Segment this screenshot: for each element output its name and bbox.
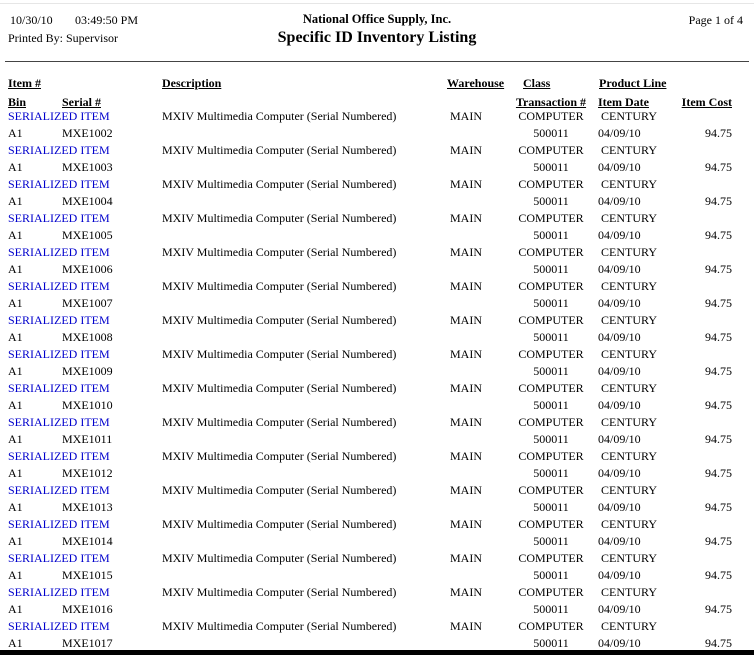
column-header-product-line: Product Line [599,76,667,90]
class-value: COMPUTER [518,585,584,599]
transaction-number: 500011 [533,160,569,174]
item-number-link[interactable]: SERIALIZED ITEM [8,517,110,531]
product-line-value: CENTURY [601,517,658,531]
product-line-value: CENTURY [601,279,658,293]
transaction-number: 500011 [533,296,569,310]
item-cost-value: 94.75 [705,398,732,412]
class-value: COMPUTER [518,551,584,565]
bin-value: A1 [8,500,23,514]
class-value: COMPUTER [518,449,584,463]
warehouse-value: MAIN [450,449,482,463]
transaction-number: 500011 [533,364,569,378]
inventory-record [0,551,754,585]
transaction-number: 500011 [533,126,569,140]
item-cost-value: 94.75 [705,534,732,548]
product-line-value: CENTURY [601,143,658,157]
bin-value: A1 [8,126,23,140]
item-date-value: 04/09/10 [598,126,641,140]
serial-number: MXE1005 [62,228,113,242]
item-number-link[interactable]: SERIALIZED ITEM [8,245,110,259]
column-header-description: Description [162,76,222,90]
item-cost-value: 94.75 [705,432,732,446]
warehouse-value: MAIN [450,313,482,327]
printed-by-label: Printed By: Supervisor [8,31,118,45]
item-number-link[interactable]: SERIALIZED ITEM [8,279,110,293]
class-value: COMPUTER [518,619,584,633]
item-date-value: 04/09/10 [598,194,641,208]
item-number-link[interactable]: SERIALIZED ITEM [8,211,110,225]
transaction-number: 500011 [533,194,569,208]
report-date: 10/30/10 [10,13,53,27]
bin-value: A1 [8,466,23,480]
item-date-value: 04/09/10 [598,534,641,548]
inventory-record [0,347,754,381]
item-number-link[interactable]: SERIALIZED ITEM [8,585,110,599]
item-description: MXIV Multimedia Computer (Serial Numbered) [162,449,397,463]
warehouse-value: MAIN [450,415,482,429]
warehouse-value: MAIN [450,551,482,565]
item-date-value: 04/09/10 [598,500,641,514]
class-value: COMPUTER [518,517,584,531]
inventory-record [0,619,754,653]
item-date-value: 04/09/10 [598,296,641,310]
class-value: COMPUTER [518,279,584,293]
bin-value: A1 [8,160,23,174]
column-header-item-cost: Item Cost [681,95,732,109]
item-cost-value: 94.75 [705,364,732,378]
item-description: MXIV Multimedia Computer (Serial Numbered) [162,415,397,429]
item-number-link[interactable]: SERIALIZED ITEM [8,415,110,429]
product-line-value: CENTURY [601,619,658,633]
inventory-record [0,517,754,551]
item-date-value: 04/09/10 [598,466,641,480]
item-description: MXIV Multimedia Computer (Serial Numbered) [162,347,397,361]
class-value: COMPUTER [518,211,584,225]
warehouse-value: MAIN [450,143,482,157]
header-divider-rule [5,61,749,62]
inventory-record [0,483,754,517]
warehouse-value: MAIN [450,211,482,225]
product-line-value: CENTURY [601,585,658,599]
item-description: MXIV Multimedia Computer (Serial Numbered) [162,245,397,259]
item-cost-value: 94.75 [705,330,732,344]
item-description: MXIV Multimedia Computer (Serial Numbered) [162,143,397,157]
report-title: Specific ID Inventory Listing [277,29,477,46]
bin-value: A1 [8,534,23,548]
warehouse-value: MAIN [450,619,482,633]
item-date-value: 04/09/10 [598,568,641,582]
warehouse-value: MAIN [450,109,482,123]
item-cost-value: 94.75 [705,296,732,310]
transaction-number: 500011 [533,466,569,480]
inventory-record [0,585,754,619]
item-cost-value: 94.75 [705,568,732,582]
item-date-value: 04/09/10 [598,432,641,446]
item-date-value: 04/09/10 [598,364,641,378]
warehouse-value: MAIN [450,245,482,259]
bin-value: A1 [8,262,23,276]
bin-value: A1 [8,602,23,616]
item-cost-value: 94.75 [705,228,732,242]
item-cost-value: 94.75 [705,466,732,480]
transaction-number: 500011 [533,330,569,344]
serial-number: MXE1015 [62,568,113,582]
warehouse-value: MAIN [450,585,482,599]
item-cost-value: 94.75 [705,194,732,208]
item-number-link[interactable]: SERIALIZED ITEM [8,313,110,327]
product-line-value: CENTURY [601,211,658,225]
class-value: COMPUTER [518,109,584,123]
column-header-item-number: Item # [8,76,41,90]
warehouse-value: MAIN [450,517,482,531]
column-header-class: Class [523,76,551,90]
serial-number: MXE1012 [62,466,113,480]
class-value: COMPUTER [518,483,584,497]
product-line-value: CENTURY [601,483,658,497]
page-top-edge [0,3,754,4]
item-description: MXIV Multimedia Computer (Serial Numbered) [162,551,397,565]
item-date-value: 04/09/10 [598,398,641,412]
item-description: MXIV Multimedia Computer (Serial Numbered) [162,381,397,395]
item-description: MXIV Multimedia Computer (Serial Numbered) [162,517,397,531]
product-line-value: CENTURY [601,245,658,259]
product-line-value: CENTURY [601,415,658,429]
transaction-number: 500011 [533,534,569,548]
bin-value: A1 [8,432,23,446]
warehouse-value: MAIN [450,279,482,293]
item-number-link[interactable]: SERIALIZED ITEM [8,619,110,633]
inventory-record [0,177,754,211]
bin-value: A1 [8,568,23,582]
serial-number: MXE1006 [62,262,113,276]
column-header-warehouse: Warehouse [447,76,505,90]
product-line-value: CENTURY [601,381,658,395]
transaction-number: 500011 [533,262,569,276]
item-date-value: 04/09/10 [598,262,641,276]
serial-number: MXE1011 [62,432,113,446]
product-line-value: CENTURY [601,347,658,361]
item-number-link[interactable]: SERIALIZED ITEM [8,551,110,565]
warehouse-value: MAIN [450,483,482,497]
bin-value: A1 [8,228,23,242]
item-number-link[interactable]: SERIALIZED ITEM [8,381,110,395]
serial-number: MXE1008 [62,330,113,344]
serial-number: MXE1014 [62,534,113,548]
inventory-record [0,381,754,415]
item-cost-value: 94.75 [705,636,732,650]
item-number-link[interactable]: SERIALIZED ITEM [8,483,110,497]
product-line-value: CENTURY [601,313,658,327]
item-number-link[interactable]: SERIALIZED ITEM [8,177,110,191]
item-number-link[interactable]: SERIALIZED ITEM [8,449,110,463]
page-bottom-bar [0,650,754,655]
transaction-number: 500011 [533,602,569,616]
column-header-item-date: Item Date [598,95,649,109]
company-name: National Office Supply, Inc. [302,12,452,26]
inventory-record [0,109,754,143]
inventory-record [0,211,754,245]
transaction-number: 500011 [533,636,569,650]
bin-value: A1 [8,636,23,650]
item-cost-value: 94.75 [705,602,732,616]
item-date-value: 04/09/10 [598,330,641,344]
bin-value: A1 [8,194,23,208]
class-value: COMPUTER [518,177,584,191]
inventory-record [0,313,754,347]
item-description: MXIV Multimedia Computer (Serial Numbered) [162,279,397,293]
item-date-value: 04/09/10 [598,228,641,242]
inventory-record [0,245,754,279]
serial-number: MXE1002 [62,126,113,140]
item-description: MXIV Multimedia Computer (Serial Numbered) [162,177,397,191]
item-cost-value: 94.75 [705,500,732,514]
serial-number: MXE1016 [62,602,113,616]
class-value: COMPUTER [518,381,584,395]
item-description: MXIV Multimedia Computer (Serial Numbered) [162,109,397,123]
transaction-number: 500011 [533,432,569,446]
item-description: MXIV Multimedia Computer (Serial Numbered) [162,483,397,497]
serial-number: MXE1007 [62,296,113,310]
transaction-number: 500011 [533,568,569,582]
bin-value: A1 [8,364,23,378]
item-cost-value: 94.75 [705,262,732,276]
serial-number: MXE1004 [62,194,113,208]
item-description: MXIV Multimedia Computer (Serial Numbered) [162,585,397,599]
bin-value: A1 [8,398,23,412]
item-description: MXIV Multimedia Computer (Serial Numbered) [162,211,397,225]
serial-number: MXE1010 [62,398,113,412]
warehouse-value: MAIN [450,177,482,191]
column-header-transaction: Transaction # [515,95,587,109]
class-value: COMPUTER [518,245,584,259]
class-value: COMPUTER [518,143,584,157]
class-value: COMPUTER [518,415,584,429]
item-date-value: 04/09/10 [598,602,641,616]
serial-number: MXE1003 [62,160,113,174]
serial-number: MXE1013 [62,500,113,514]
item-cost-value: 94.75 [705,126,732,140]
item-description: MXIV Multimedia Computer (Serial Numbered) [162,619,397,633]
page-number-label: Page 1 of 4 [688,13,743,27]
product-line-value: CENTURY [601,551,658,565]
inventory-record [0,143,754,177]
class-value: COMPUTER [518,347,584,361]
serial-number: MXE1017 [62,636,113,650]
transaction-number: 500011 [533,228,569,242]
product-line-value: CENTURY [601,177,658,191]
bin-value: A1 [8,330,23,344]
product-line-value: CENTURY [601,109,658,123]
inventory-record [0,449,754,483]
inventory-record [0,415,754,449]
transaction-number: 500011 [533,398,569,412]
warehouse-value: MAIN [450,347,482,361]
bin-value: A1 [8,296,23,310]
product-line-value: CENTURY [601,449,658,463]
transaction-number: 500011 [533,500,569,514]
report-time: 03:49:50 PM [75,13,139,27]
item-number-link[interactable]: SERIALIZED ITEM [8,347,110,361]
column-header-serial: Serial # [62,95,101,109]
serial-number: MXE1009 [62,364,113,378]
item-number-link[interactable]: SERIALIZED ITEM [8,143,110,157]
warehouse-value: MAIN [450,381,482,395]
column-header-bin: Bin [8,95,27,109]
item-date-value: 04/09/10 [598,160,641,174]
item-number-link[interactable]: SERIALIZED ITEM [8,109,110,123]
item-date-value: 04/09/10 [598,636,641,650]
item-description: MXIV Multimedia Computer (Serial Numbered) [162,313,397,327]
item-cost-value: 94.75 [705,160,732,174]
inventory-record [0,279,754,313]
class-value: COMPUTER [518,313,584,327]
